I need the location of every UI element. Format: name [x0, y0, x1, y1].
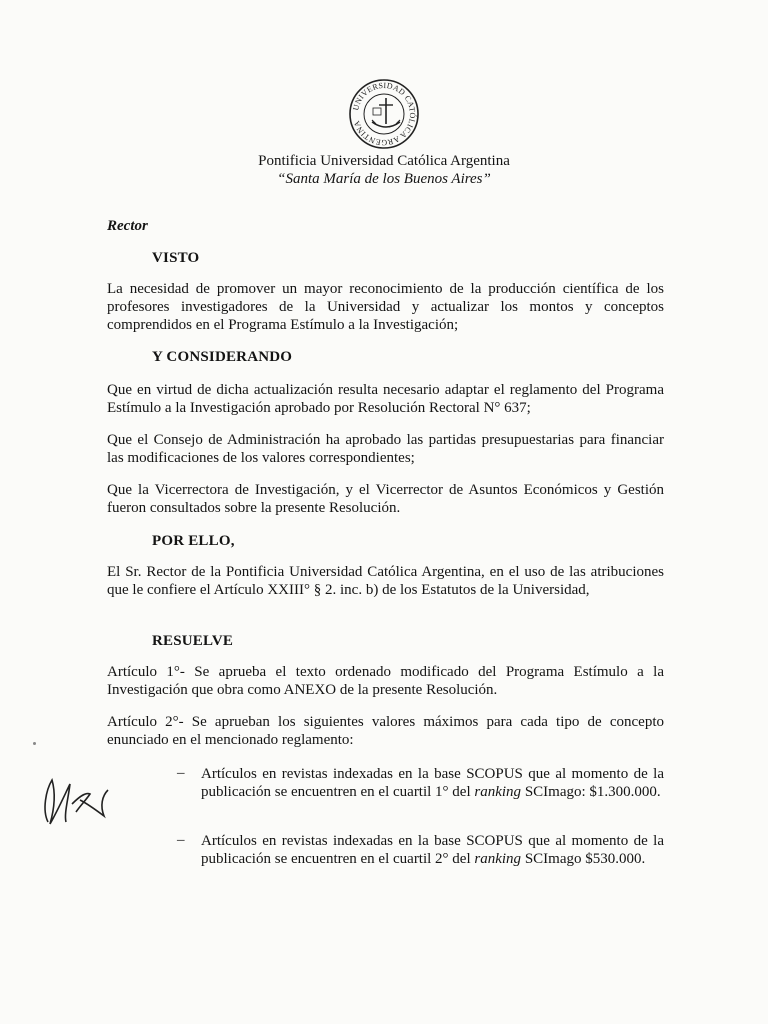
bullet-dash: –: [177, 765, 185, 781]
paragraph-considerando-1: Que en virtud de dicha actualización resulta necesario adaptar el reglamento del Programa Estímulo a la Investigación aprobado por Resolución Rectoral N° 637;: [107, 382, 664, 416]
paragraph-considerando-3: Que la Vicerrectora de Investigación, y el Vicerrector de Asuntos Económicos y Gestión fueron consultados sobre la presente Resolución.: [107, 482, 664, 516]
heading-considerando: Y CONSIDERANDO: [152, 349, 293, 365]
university-name: Pontificia Universidad Católica Argentina: [258, 153, 510, 169]
heading-visto: VISTO: [152, 250, 200, 266]
bullet-text: Artículos en revistas indexadas en la base SCOPUS que al momento de la publicación se encuentren en el cuartil 1° del ranking SCImago: $1.300.000.: [201, 766, 664, 800]
handwritten-signature-icon: [36, 770, 116, 830]
svg-text:UNIVERSIDAD CATÓLICA ARGENTINA: UNIVERSIDAD CATÓLICA ARGENTINA: [351, 80, 418, 148]
bullet-dash: –: [177, 832, 185, 848]
paragraph-por-ello: El Sr. Rector de la Pontificia Universidad Católica Argentina, en el uso de las atribuciones que le confiere el Artículo XXIII° § 2. inc. b) de los Estatutos de la Universidad,: [107, 564, 664, 598]
bullet-text: Artículos en revistas indexadas en la base SCOPUS que al momento de la publicación se encuentren en el cuartil 2° del ranking SCImago $530.000.: [201, 833, 664, 867]
university-motto: “Santa María de los Buenos Aires”: [277, 171, 491, 187]
rector-label: Rector: [107, 218, 148, 234]
university-seal-icon: [348, 78, 420, 150]
paragraph-visto: La necesidad de promover un mayor reconocimiento de la producción científica de los profesores investigadores de la Universidad y actualizar los montos y conceptos comprendidos en el Programa Estímulo a la Investigación;: [107, 281, 664, 333]
paragraph-articulo-1: Artículo 1°- Se aprueba el texto ordenado modificado del Programa Estímulo a la Investigación que obra como ANEXO de la presente Resolución.: [107, 664, 664, 698]
paragraph-articulo-2: Artículo 2°- Se aprueban los siguientes valores máximos para cada tipo de concepto enunciado en el mencionado reglamento:: [107, 714, 664, 748]
heading-resuelve: RESUELVE: [152, 633, 234, 649]
paragraph-considerando-2: Que el Consejo de Administración ha aprobado las partidas presupuestarias para financiar las modificaciones de los valores correspondientes;: [107, 432, 664, 466]
scan-speck: [33, 742, 36, 745]
heading-por-ello: POR ELLO,: [152, 533, 235, 549]
